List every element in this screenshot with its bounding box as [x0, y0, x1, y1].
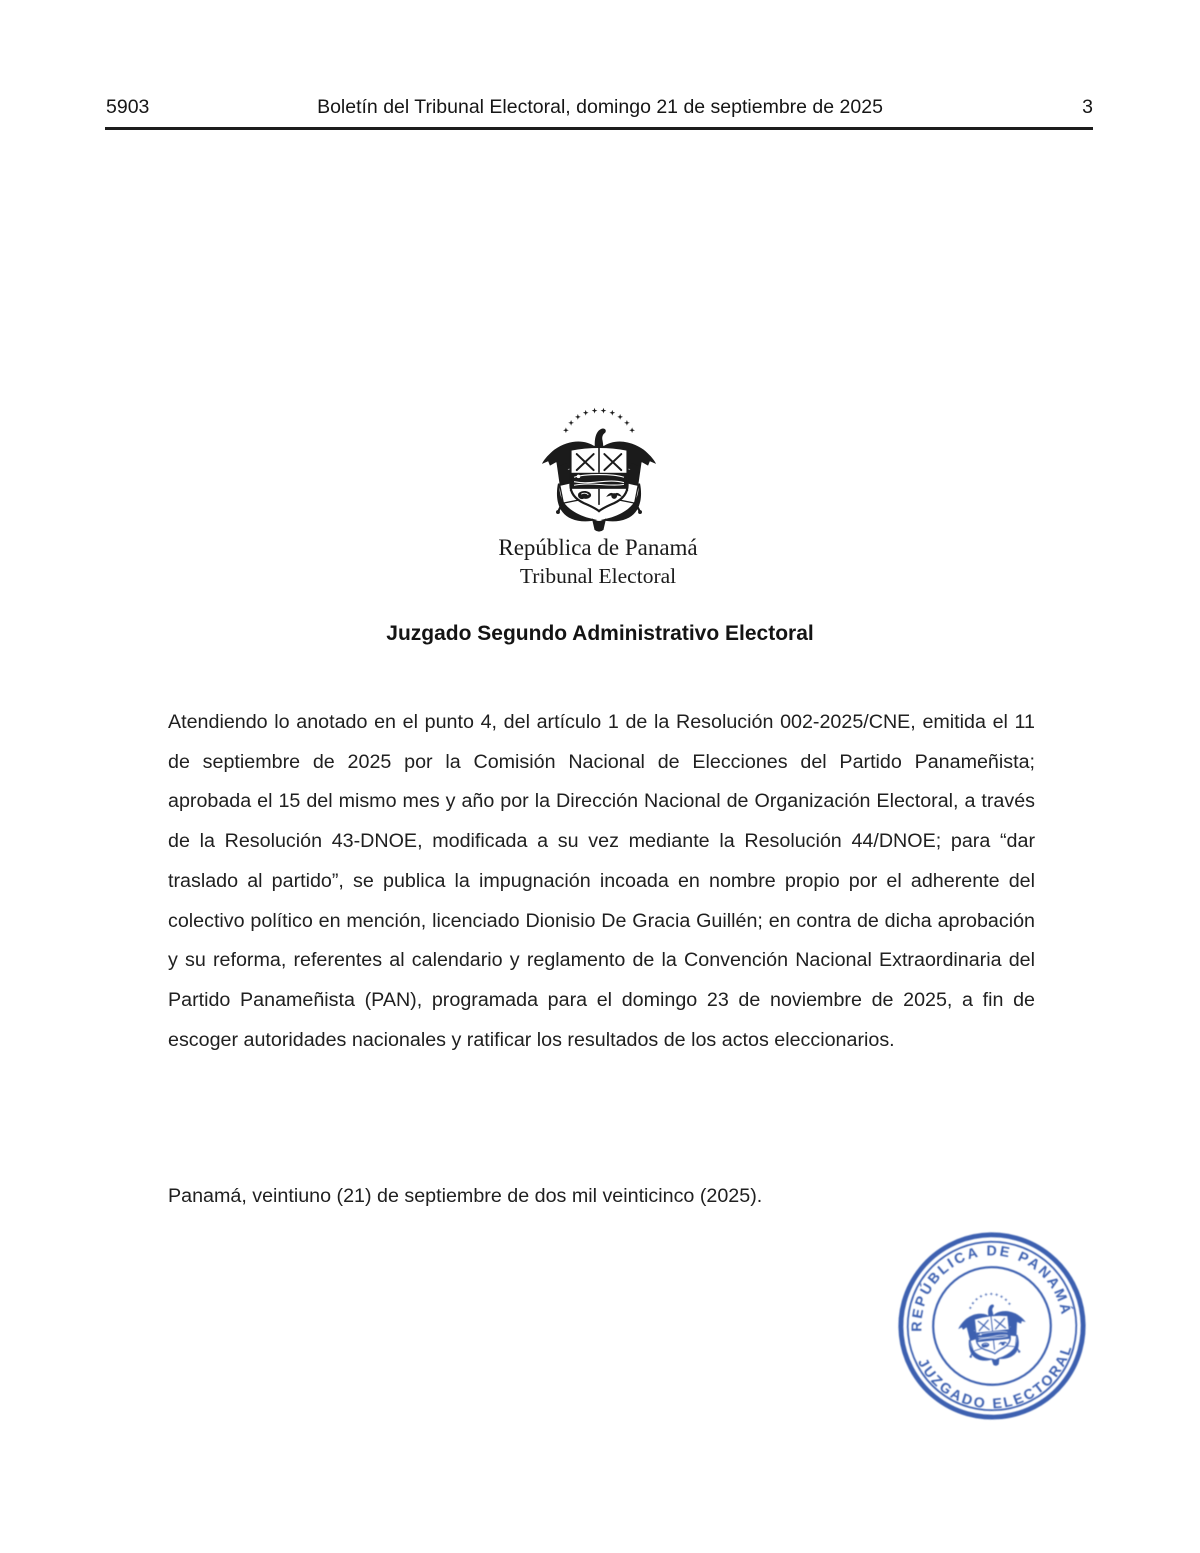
- seal-caption-line2: Tribunal Electoral: [519, 564, 677, 588]
- seal-caption: [0, 534, 1196, 590]
- header-rule: [105, 127, 1093, 130]
- header-page-number: 3: [1082, 96, 1093, 118]
- stamp-bottom-text: JUZGADO ELECTORAL: [914, 1341, 1076, 1413]
- seal-caption-line1: República de Panamá: [498, 535, 698, 560]
- header-title: Boletín del Tribunal Electoral, domingo 21 de septiembre de 2025: [317, 96, 883, 118]
- date-line: Panamá, veintiuno (21) de septiembre de dos mil veinticinco (2025).: [168, 1185, 763, 1207]
- juzgado-electoral-seal-icon: [884, 1218, 1099, 1433]
- body-paragraph: Atendiendo lo anotado en el punto 4, del artículo 1 de la Resolución 002-2025/CNE, emitida el 11 de septiembre de 2025 por la Comisión Nacional de Elecciones del Partido Panameñista; aprobada el 15 del mismo mes y año por la Dirección Nacional de Organización Electoral, a través de la Resolución 43-DNOE, modificada a su vez mediante la Resolución 44/DNOE; para “dar traslado al partido”, se publica la impugnación incoada en nombre propio por el adherente del colectivo político en mención, licenciado Dionisio De Gracia Guillén; en contra de dicha aprobación y su reforma, referentes al calendario y reglamento de la Convención Nacional Extraordinaria del Partido Panameñista (PAN), programada para el domingo 23 de noviembre de 2025, a fin de escoger autoridades nacionales y ratificar los resultados de los actos eleccionarios.: [168, 711, 1035, 1051]
- stamp-top-text: REPÚBLICA DE PANAMÁ: [909, 1243, 1074, 1332]
- panama-coat-of-arms-icon: [528, 405, 670, 537]
- document-heading: Juzgado Segundo Administrativo Electoral: [386, 622, 814, 645]
- header-left-number: 5903: [106, 96, 150, 118]
